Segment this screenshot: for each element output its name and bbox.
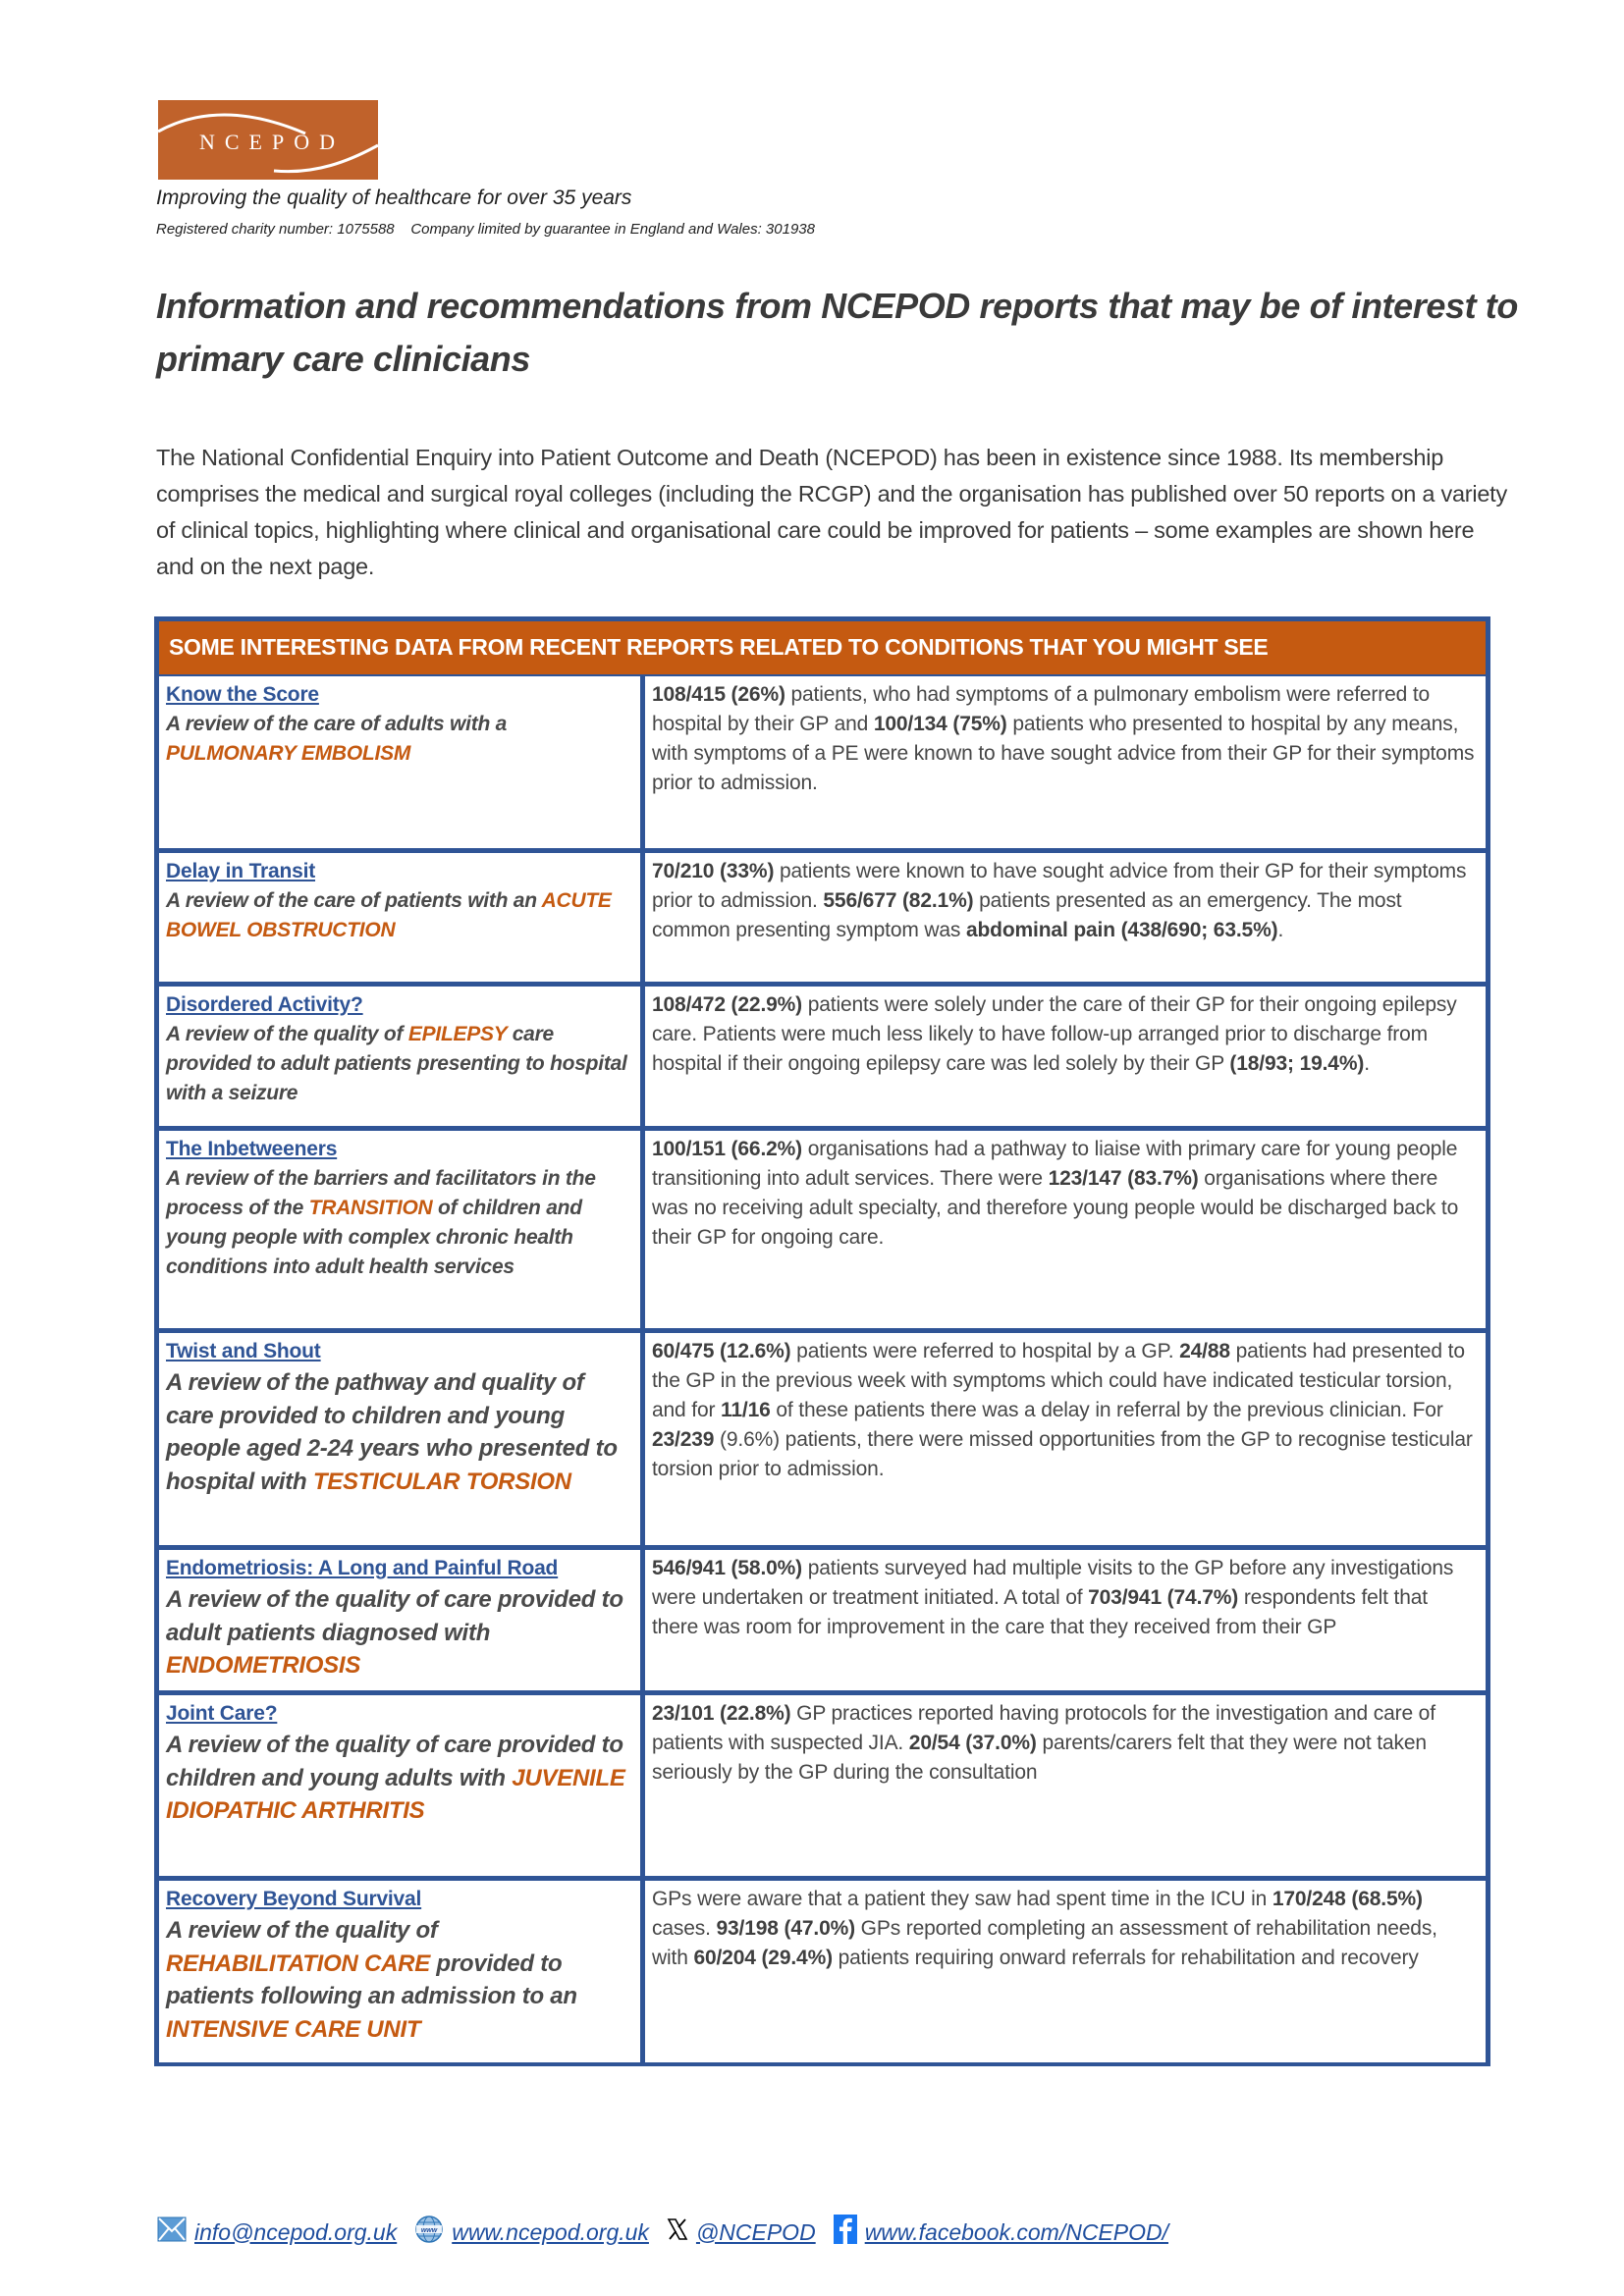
- charity-registration: Registered charity number: 1075588 Company limited by guarantee in England and Wales: 301938: [156, 221, 815, 238]
- finding-text: patients who presented to hospital by any means, with symptoms of a PE were known to have sought advice from their GP for their symptoms prior to admission.: [652, 713, 1475, 794]
- report-title-link[interactable]: Know the Score: [166, 683, 319, 706]
- statistic: 100/134 (75%): [873, 713, 1007, 735]
- description-text: A review of the care of patients with an: [166, 889, 542, 912]
- description-text: care provided to adult patients presenting to hospital with a seizure: [166, 1023, 627, 1104]
- description-text: provided to patients following an admission to an: [166, 1949, 577, 2009]
- website-link[interactable]: www.ncepod.org.uk: [452, 2218, 649, 2245]
- description-text: A review of the quality of care provided to adult patients diagnosed with: [166, 1586, 623, 1646]
- table-row: [159, 1695, 1486, 1876]
- condition-highlight: JUVENILE IDIOPATHIC ARTHRITIS: [166, 1764, 625, 1824]
- description-text: A review of the quality of: [166, 1023, 408, 1045]
- table-row: [159, 1131, 1486, 1328]
- finding-text: patients were solely under the care of their GP for their ongoing epilepsy care. Patients were much less likely to have follow-up arranged prior to discharge from hospital if their ongoing epilepsy care was led solely by their GP: [652, 993, 1457, 1075]
- report-cell: [159, 1333, 640, 1545]
- intro-paragraph: The National Confidential Enquiry into Patient Outcome and Death (NCEPOD) has been in existence since 1988. Its membership comprises the medical and surgical royal colleges (including the RCGP) and the organisation has published over 50 reports on a variety of clinical topics, highlighting where clinical and organisational care could be improved for patients – some examples are shown here and on the next page.: [156, 445, 1507, 579]
- findings-cell: [645, 1881, 1486, 2062]
- statistic: 108/415 (26%): [652, 683, 785, 706]
- report-description: [166, 886, 634, 945]
- statistic: 11/16: [721, 1399, 771, 1421]
- condition-highlight: TESTICULAR TORSION: [312, 1468, 571, 1495]
- svg-text:www: www: [421, 2227, 438, 2234]
- description-text: A review of the care of adults with a: [166, 713, 508, 735]
- table-header: SOME INTERESTING DATA FROM RECENT REPORTS RELATED TO CONDITIONS THAT YOU MIGHT SEE: [159, 621, 1486, 674]
- report-title-link[interactable]: Joint Care?: [166, 1702, 278, 1725]
- finding-text: organisations where there was no receiving adult specialty, and therefore young people would be discharged back to their GP for ongoing care.: [652, 1167, 1459, 1249]
- finding-text: .: [1277, 919, 1284, 941]
- report-description: [166, 1366, 634, 1498]
- findings-cell: [645, 1695, 1486, 1876]
- statistic: 23/101 (22.8%): [652, 1702, 791, 1725]
- report-description: [166, 1914, 634, 2046]
- condition-highlight: ACUTE BOWEL OBSTRUCTION: [166, 889, 612, 941]
- finding-text: cases.: [652, 1917, 717, 1940]
- condition-highlight: EPILEPSY: [407, 1023, 508, 1045]
- findings-cell: [645, 676, 1486, 848]
- table-row: [159, 1550, 1486, 1690]
- statistic: 123/147 (83.7%): [1048, 1167, 1199, 1190]
- report-title-link[interactable]: Delay in Transit: [166, 860, 316, 882]
- condition-highlight: TRANSITION: [308, 1197, 433, 1219]
- statistic: 170/248 (68.5%): [1272, 1888, 1423, 1910]
- twitter-link[interactable]: @NCEPOD: [695, 2218, 816, 2245]
- finding-text: patients requiring onward referrals for rehabilitation and recovery: [832, 1947, 1419, 1969]
- email-link[interactable]: info@ncepod.org.uk: [194, 2218, 398, 2245]
- table-row: [159, 987, 1486, 1126]
- finding-text: patients were referred to hospital by a GP.: [790, 1340, 1180, 1362]
- report-cell: [159, 1550, 640, 1690]
- report-description: [166, 710, 634, 769]
- description-text: A review of the barriers and facilitators in the process of the: [166, 1167, 596, 1219]
- finding-text: GPs reported completing an assessment of rehabilitation needs, with: [652, 1917, 1437, 1969]
- description-text: A review of the quality of: [166, 1917, 438, 1944]
- finding-text: parents/carers felt that they were not taken seriously by the GP during the consultation: [652, 1732, 1427, 1784]
- condition-highlight: ENDOMETRIOSIS: [166, 1652, 361, 1679]
- finding-text: patients had presented to the GP in the previous week with symptoms which could have indicated testicular torsion, and for: [652, 1340, 1465, 1421]
- finding-text: patients were known to have sought advice from their GP for their symptoms prior to admission.: [652, 860, 1467, 912]
- table-row: [159, 1333, 1486, 1545]
- table-row: [159, 1881, 1486, 2062]
- findings-cell: [645, 1550, 1486, 1690]
- report-cell: [159, 1695, 640, 1876]
- statistic: abdominal pain (438/690; 63.5%): [965, 919, 1278, 941]
- statistic: 703/941 (74.7%): [1088, 1586, 1239, 1609]
- ncepod-logo: [158, 100, 378, 180]
- finding-text: GPs were aware that a patient they saw had spent time in the ICU in: [652, 1888, 1272, 1910]
- statistic: 108/472 (22.9%): [652, 993, 803, 1016]
- condition-highlight: REHABILITATION CARE: [166, 1949, 431, 1977]
- report-cell: [159, 1881, 640, 2062]
- finding-text: (9.6%) patients, there were missed opportunities from the GP to recognise testicular torsion prior to admission.: [652, 1428, 1473, 1480]
- report-description: [166, 1729, 634, 1828]
- page-title: Information and recommendations from NCEPOD reports that may be of interest to primary care clinicians: [156, 286, 1518, 379]
- finding-text: respondents felt that there was room for improvement in the care that they received from their GP: [652, 1586, 1428, 1638]
- statistic: 70/210 (33%): [652, 860, 775, 882]
- statistic: 24/88: [1179, 1340, 1230, 1362]
- report-title-link[interactable]: Disordered Activity?: [166, 993, 363, 1016]
- findings-cell: [645, 987, 1486, 1126]
- reports-data-table: [154, 616, 1490, 2066]
- condition-highlight: INTENSIVE CARE UNIT: [166, 2015, 421, 2043]
- tagline: Improving the quality of healthcare for over 35 years: [156, 187, 632, 209]
- x-logo-icon: [667, 2217, 688, 2247]
- statistic: 546/941 (58.0%): [652, 1557, 803, 1579]
- statistic: 20/54 (37.0%): [908, 1732, 1037, 1754]
- statistic: 23/239: [652, 1428, 715, 1451]
- findings-cell: [645, 853, 1486, 982]
- report-cell: [159, 987, 640, 1126]
- facebook-icon: [834, 2215, 857, 2250]
- table-row: [159, 676, 1486, 848]
- report-title-link[interactable]: Twist and Shout: [166, 1340, 321, 1362]
- report-title-link[interactable]: Endometriosis: A Long and Painful Road: [166, 1557, 559, 1579]
- table-row: [159, 853, 1486, 982]
- report-description: [166, 1020, 634, 1108]
- facebook-link[interactable]: www.facebook.com/NCEPOD/: [864, 2218, 1169, 2245]
- condition-highlight: PULMONARY EMBOLISM: [166, 742, 411, 765]
- statistic: 100/151 (66.2%): [652, 1138, 803, 1160]
- finding-text: GP practices reported having protocols for the investigation and care of patients with suspected JIA.: [652, 1702, 1435, 1754]
- envelope-icon: [157, 2216, 187, 2248]
- report-cell: [159, 676, 640, 848]
- statistic: 93/198 (47.0%): [716, 1917, 855, 1940]
- logo-text: NCEPOD: [198, 130, 345, 154]
- statistic: 556/677 (82.1%): [823, 889, 974, 912]
- statistic: 60/204 (29.4%): [693, 1947, 833, 1969]
- report-cell: [159, 853, 640, 982]
- findings-cell: [645, 1333, 1486, 1545]
- description-text: of children and young people with complex chronic health conditions into adult health services: [166, 1197, 582, 1278]
- findings-cell: [645, 1131, 1486, 1328]
- www-globe-icon: [414, 2214, 444, 2251]
- finding-text: patients surveyed had multiple visits to the GP before any investigations were undertaken or treatment initiated. A total of: [652, 1557, 1454, 1609]
- description-text: A review of the quality of care provided to children and young adults with: [166, 1732, 623, 1791]
- report-description: [166, 1164, 634, 1282]
- finding-text: patients, who had symptoms of a pulmonary embolism were referred to hospital by their GP and: [652, 683, 1431, 735]
- finding-text: .: [1364, 1052, 1370, 1075]
- report-title-link[interactable]: Recovery Beyond Survival: [166, 1888, 422, 1910]
- finding-text: of these patients there was a delay in referral by the previous clinician. For: [770, 1399, 1443, 1421]
- report-cell: [159, 1131, 640, 1328]
- contact-footer: [157, 2213, 1186, 2252]
- table-body: [159, 676, 1486, 2061]
- report-title-link[interactable]: The Inbetweeners: [166, 1138, 338, 1160]
- finding-text: organisations had a pathway to liaise with primary care for young people transitioning into adult services. There were: [652, 1138, 1458, 1190]
- finding-text: patients presented as an emergency. The most common presenting symptom was: [652, 889, 1402, 941]
- description-text: A review of the pathway and quality of care provided to children and young people aged 2-24 years who presented to hospital with: [166, 1369, 618, 1495]
- statistic: (18/93; 19.4%): [1229, 1052, 1365, 1075]
- report-description: [166, 1583, 634, 1682]
- statistic: 60/475 (12.6%): [652, 1340, 791, 1362]
